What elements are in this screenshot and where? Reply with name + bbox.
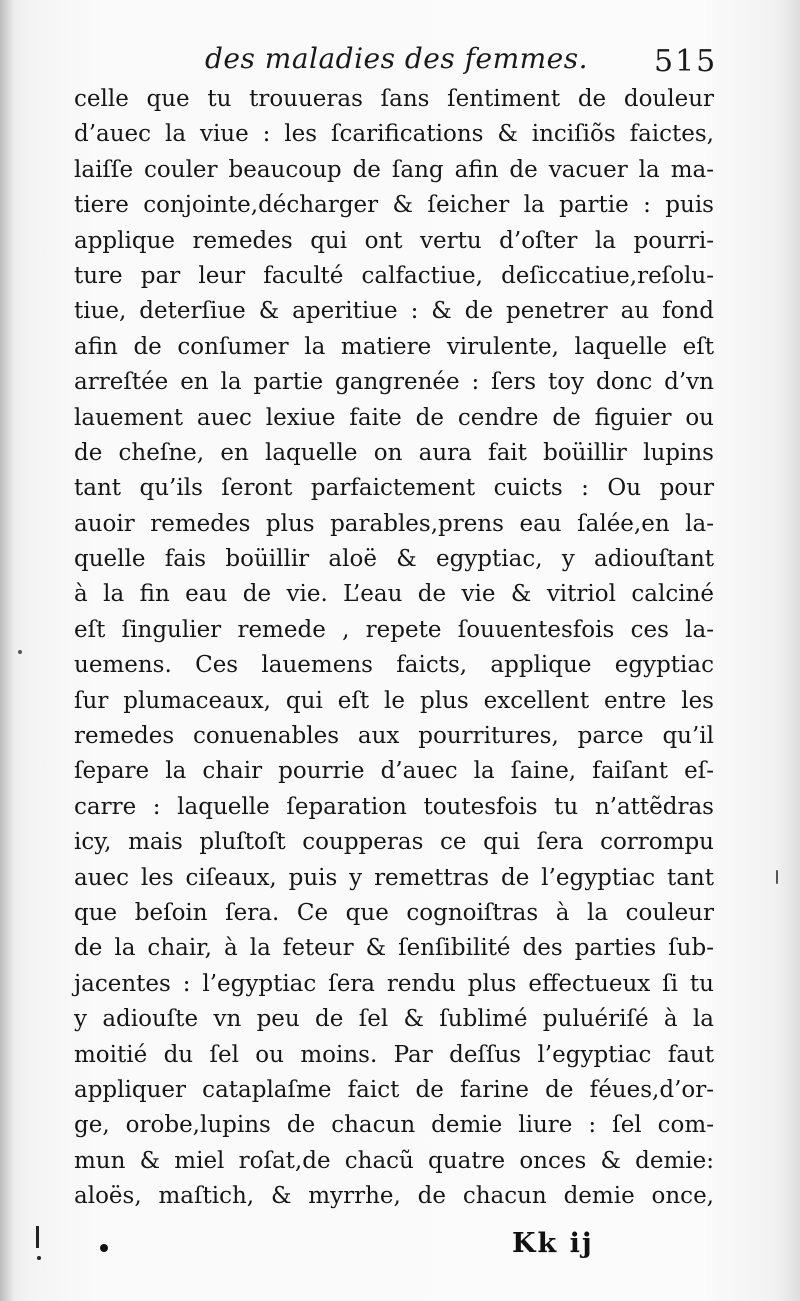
text-line: eſt ſingulier remede , repete ſouuentesfois ces la- [74, 616, 714, 643]
text-line: applique remedes qui ont vertu d’oſter la pourri- [74, 227, 714, 254]
page-footer [0, 1228, 800, 1272]
text-line: ture par leur faculté calfactiue, deſiccatiue,reſolu- [74, 262, 714, 289]
ink-speck [776, 870, 778, 884]
running-head: des maladies des femmes. [205, 42, 589, 75]
text-line: jacentes : l’egyptiac ſera rendu plus effectueux ſi tu [74, 970, 714, 997]
page-header [0, 38, 800, 82]
text-line: carre : laquelle ſeparation toutesfois tu n’attẽdras [74, 793, 714, 820]
ink-speck [18, 650, 22, 654]
text-line: de la chair, à la feteur & ſenſibilité des parties ſub- [74, 935, 714, 962]
text-line: que beſoin ſera. Ce que cognoiſtras à la couleur [74, 899, 714, 926]
text-line: arreſtée en la partie gangrenée : ſers toy donc d’vn [74, 369, 714, 396]
text-line: laiſſe couler beaucoup de ſang afin de vacuer la ma- [74, 156, 714, 183]
ink-mark [37, 1256, 41, 1260]
text-line: uemens. Ces lauemens faicts, applique egyptiac [74, 652, 714, 679]
text-line: tiue, deterſiue & aperitiue : & de penetrer au fond [74, 298, 714, 325]
ink-mark [36, 1226, 39, 1248]
text-line: ſepare la chair pourrie d’auec la ſaine, faiſant eſ- [74, 758, 714, 785]
text-line: icy, mais pluſtoſt coupperas ce qui ſera corrompu [74, 829, 714, 856]
signature-mark: Kk ij [512, 1228, 594, 1259]
ink-dot [100, 1244, 108, 1252]
text-line: lauement auec lexiue faite de cendre de figuier ou [74, 404, 714, 431]
text-line: mun & miel roſat,de chacũ quatre onces & demie: [74, 1147, 714, 1174]
text-line: y adiouſte vn peu de ſel & ſublimé puluériſé à la [74, 1006, 714, 1033]
text-line: de cheſne, en laquelle on aura fait boüillir lupins [74, 439, 714, 466]
text-line: auoir remedes plus parables,prens eau ſalée,en la- [74, 510, 714, 537]
text-line: ge, orobe,lupins de chacun demie liure : ſel com- [74, 1112, 714, 1139]
text-line: à la fin eau de vie. L’eau de vie & vitriol calciné [74, 581, 714, 608]
text-line: tiere conjointe,décharger & ſeicher la partie : puis [74, 192, 714, 219]
text-line: ſur plumaceaux, qui eſt le plus excellent entre les [74, 687, 714, 714]
text-line: d’auec la viue : les ſcarifications & inciſiõs faictes, [74, 121, 714, 148]
text-line: afin de conſumer la matiere virulente, laquelle eſt [74, 333, 714, 360]
text-line: tant qu’ils ſeront parfaictement cuicts : Ou pour [74, 475, 714, 502]
text-line: appliquer cataplaſme faict de farine de féues,d’or- [74, 1076, 714, 1103]
text-line: auec les ciſeaux, puis y remettras de l’egyptiac tant [74, 864, 714, 891]
text-line: aloës, maſtich, & myrrhe, de chacun demie once, [74, 1183, 714, 1210]
text-line: moitié du ſel ou moins. Par deſſus l’egyptiac faut [74, 1041, 714, 1068]
text-line: quelle fais boüillir aloë & egyptiac, y adiouſtant [74, 546, 714, 573]
page-number: 515 [654, 44, 718, 79]
body-text [74, 82, 714, 1215]
text-line: celle que tu trouueras ſans ſentiment de douleur [74, 86, 714, 112]
text-line: remedes conuenables aux pourritures, parce qu’il [74, 723, 714, 750]
